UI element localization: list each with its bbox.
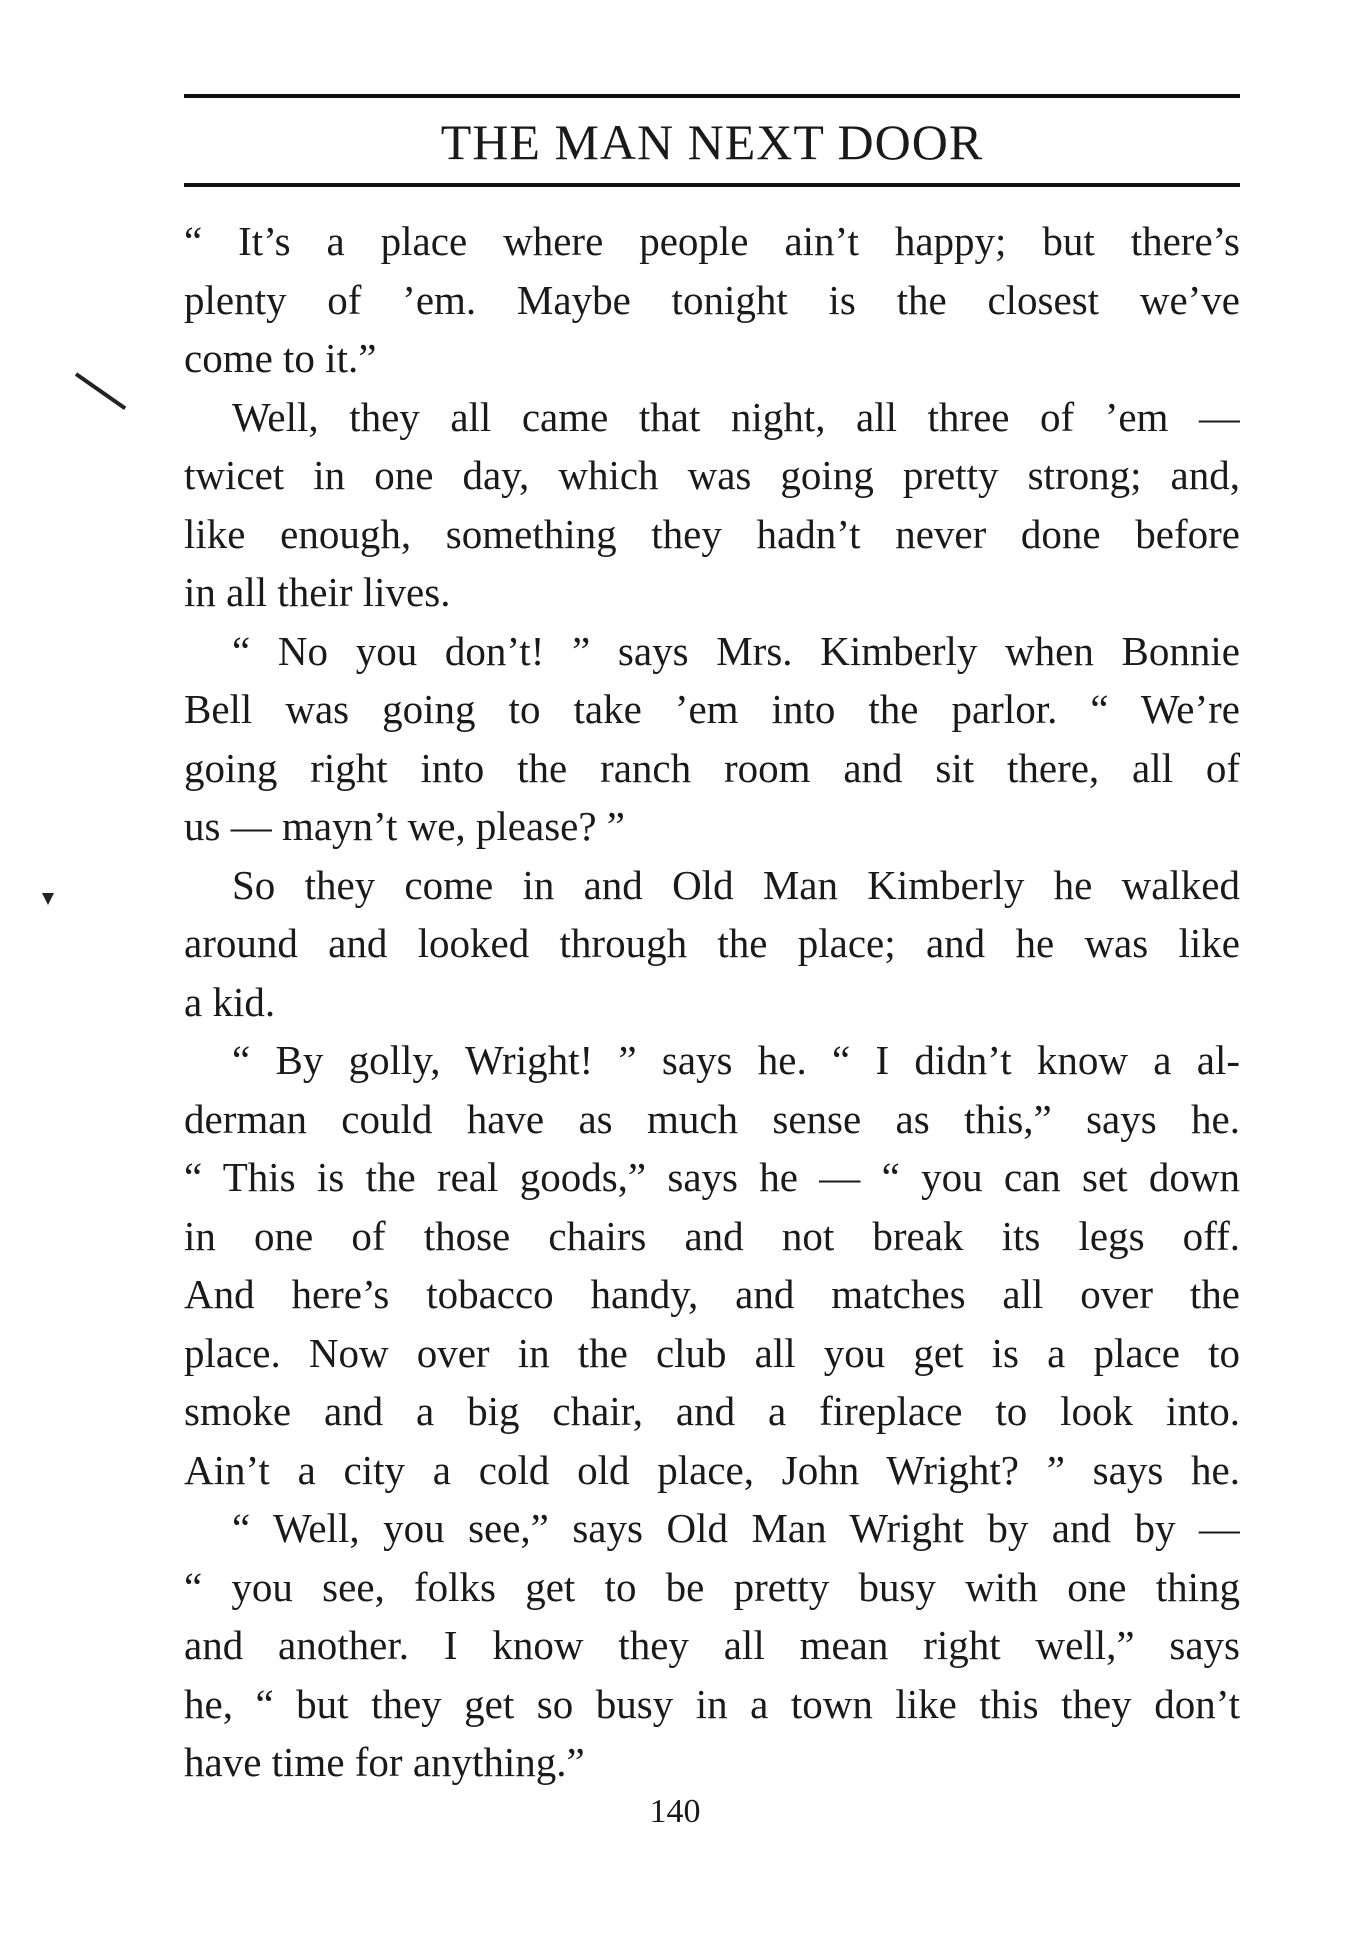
paragraph (184, 856, 1240, 1032)
text-line: he, “ but they get so busy in a town like this they don’t (184, 1680, 1240, 1727)
margin-ink-mark (42, 893, 54, 905)
text-line: around and looked through the place; and he was like (184, 920, 1240, 966)
text-line: derman could have as much sense as this,” says he. (184, 1095, 1240, 1142)
text-line: Ain’t a city a cold old place, John Wright? ” says he. (184, 1446, 1240, 1493)
page-number: 140 (649, 1793, 701, 1830)
margin-pencil-mark (75, 372, 126, 410)
text-line: Well, they all came that night, all three of ’em — (232, 393, 1240, 440)
text-line: So they come in and Old Man Kimberly he walked (232, 861, 1240, 908)
header-rule-top (184, 94, 1240, 98)
text-line: And here’s tobacco handy, and matches all over the (184, 1271, 1240, 1317)
paragraph (184, 1031, 1240, 1499)
text-line: “ No you don’t! ” says Mrs. Kimberly when Bonnie (232, 627, 1240, 674)
text-line: a kid. (184, 978, 276, 1025)
body-text (184, 212, 1240, 1792)
text-line: like enough, something they hadn’t never done before (184, 510, 1240, 557)
text-line: in one of those chairs and not break its legs off. (184, 1212, 1240, 1259)
paragraph (184, 388, 1240, 622)
text-line: smoke and a big chair, and a fireplace to look into. (184, 1388, 1240, 1434)
paragraph (184, 212, 1240, 388)
text-line: in all their lives. (184, 569, 451, 615)
text-line: twicet in one day, which was going pretty strong; and, (184, 452, 1240, 498)
text-line: us — mayn’t we, please? ” (184, 803, 625, 849)
text-line: place. Now over in the club all you get is a place to (184, 1329, 1240, 1376)
text-line: “ This is the real goods,” says he — “ you can set down (184, 1154, 1240, 1200)
header-rule-bottom (184, 183, 1240, 187)
text-line: “ It’s a place where people ain’t happy; but there’s (184, 218, 1240, 264)
text-line: come to it.” (184, 335, 377, 381)
paragraph (184, 1499, 1240, 1792)
text-line: Bell was going to take ’em into the parlor. “ We’re (184, 686, 1240, 732)
text-line: “ you see, folks get to be pretty busy with one thing (184, 1563, 1240, 1610)
text-line: have time for anything.” (184, 1739, 585, 1785)
paragraph (184, 622, 1240, 856)
text-line: going right into the ranch room and sit there, all of (184, 744, 1240, 791)
text-line: and another. I know they all mean right well,” says (184, 1622, 1240, 1668)
text-line: “ Well, you see,” says Old Man Wright by and by — (232, 1505, 1240, 1551)
text-line: plenty of ’em. Maybe tonight is the closest we’ve (184, 276, 1240, 323)
text-line: “ By golly, Wright! ” says he. “ I didn’t know a al- (232, 1037, 1240, 1083)
running-head: THE MAN NEXT DOOR (440, 114, 984, 170)
